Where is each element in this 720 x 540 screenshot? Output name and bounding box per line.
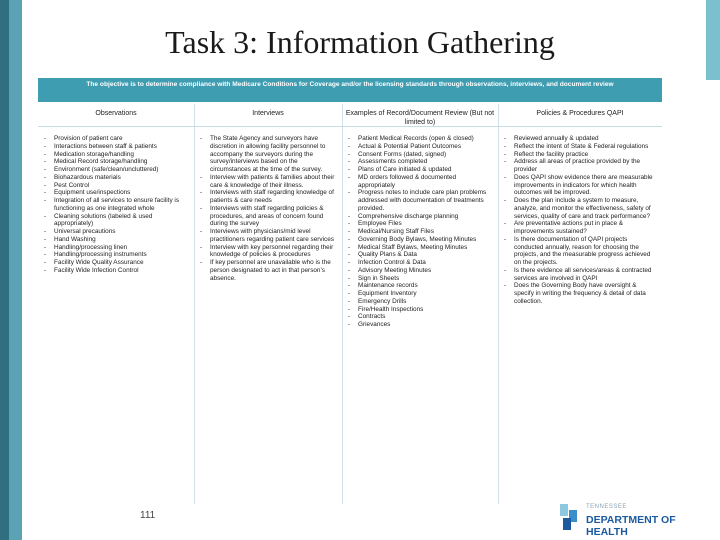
list-item: - Facility Wide Infection Control <box>38 267 194 275</box>
list-item: - Handling/processing instruments <box>38 251 194 259</box>
page-number: 111 <box>140 510 156 521</box>
column-interviews <box>194 104 342 504</box>
list-item: - Governing Body Bylaws, Meeting Minutes <box>342 236 498 244</box>
list-item: - Consent Forms (dated, signed) <box>342 151 498 159</box>
list-item: - Grievances <box>342 321 498 329</box>
list-item: - Facility Wide Quality Assurance <box>38 259 194 267</box>
list-item: - Are preventative actions put in place & improvements sustained? <box>498 220 662 236</box>
logo-department-text: DEPARTMENT OF HEALTH <box>586 514 676 538</box>
list-item: - Does the plan include a system to measure, analyze, and monitor the effectiveness, safety of services, quality of care and track performance? <box>498 197 662 220</box>
list-item: - Medical Staff Bylaws, Meeting Minutes <box>342 244 498 252</box>
list-item: - Does the Governing Body have oversight & specify in writing the frequency & detail of data collection. <box>498 282 662 305</box>
list-item: - Interviews with physicians/mid level practitioners regarding patient care services <box>194 228 342 244</box>
list-item: - Sign in Sheets <box>342 275 498 283</box>
list-item: - Medical/Nursing Staff Files <box>342 228 498 236</box>
list-item: - Plans of Care initiated & updated <box>342 166 498 174</box>
list-item: - Cleaning solutions (labeled & used appropriately) <box>38 213 194 229</box>
list-item: - Advisory Meeting Minutes <box>342 267 498 275</box>
list-item: - Reviewed annually & updated <box>498 135 662 143</box>
list-item: - Comprehensive discharge planning <box>342 213 498 221</box>
item-list <box>38 135 194 275</box>
column-header: Examples of Record/Document Review (But not limited to) <box>345 110 495 126</box>
list-item: - Medical Record storage/handling <box>38 158 194 166</box>
item-list <box>342 135 498 329</box>
list-item: - Reflect the intent of State & Federal regulations <box>498 143 662 151</box>
list-item: - Handling/processing linen <box>38 244 194 252</box>
list-item: - Environment (safe/clean/uncluttered) <box>38 166 194 174</box>
list-item: - Equipment use/inspections <box>38 189 194 197</box>
list-item: - Assessments completed <box>342 158 498 166</box>
list-item: - The State Agency and surveyors have discretion in allowing facility personnel to accompany the surveyors during the survey/interviews based on the circumstances at the time of the survey. <box>194 135 342 174</box>
list-item: - Quality Plans & Data <box>342 251 498 259</box>
list-item: - Medication storage/handling <box>38 151 194 159</box>
list-item: - Universal precautions <box>38 228 194 236</box>
list-item: - Patient Medical Records (open & closed) <box>342 135 498 143</box>
list-item: - Interview with key personnel regarding their knowledge of policies & procedures <box>194 244 342 260</box>
list-item: - Provision of patient care <box>38 135 194 143</box>
list-item: - Interviews with staff regarding policies & procedures, and areas of concern found during the survey <box>194 205 342 228</box>
objective-banner: The objective is to determine compliance with Medicare Conditions for Coverage and/or the licensing standards through observations, interviews, and document review <box>38 78 662 102</box>
list-item: - Hand Washing <box>38 236 194 244</box>
column-header: Policies & Procedures QAPI <box>536 110 624 117</box>
list-item: - Progress notes to include care plan problems addressed with documentation of treatments provided. <box>342 189 498 212</box>
list-item: - Is there evidence all services/areas & contracted services are involved in QAPI <box>498 267 662 283</box>
column-document-review <box>342 104 498 504</box>
list-item: - Address all areas of practice provided by the provider <box>498 158 662 174</box>
column-policies-qapi <box>498 104 662 504</box>
department-logo <box>560 500 720 540</box>
list-item: - Biohazardous materials <box>38 174 194 182</box>
list-item: - Does QAPI show evidence there are measurable improvements in indicators for which health outcomes will be improved. <box>498 174 662 197</box>
column-header: Interviews <box>252 110 284 117</box>
item-list <box>194 135 342 282</box>
list-item: - Fire/Health Inspections <box>342 306 498 314</box>
left-accent-bar-dark <box>0 0 9 540</box>
list-item: - Reflect the facility practice <box>498 151 662 159</box>
list-item: - Integration of all services to ensure facility is functioning as one integrated whole <box>38 197 194 213</box>
column-observations <box>38 104 194 504</box>
column-header: Observations <box>95 110 137 117</box>
list-item: - If key personnel are unavailable who is the person designated to act in that person’s absence. <box>194 259 342 282</box>
slide-title: Task 3: Information Gathering <box>165 24 555 60</box>
item-list <box>498 135 662 306</box>
list-item: - MD orders followed & documented appropriately <box>342 174 498 190</box>
list-item: - Is there documentation of QAPI projects conducted annually, reason for choosing the projects, and the measurable progress achieved on the projects. <box>498 236 662 267</box>
list-item: - Maintenance records <box>342 282 498 290</box>
logo-state-text: TENNESSEE <box>586 504 627 510</box>
list-item: - Interactions between staff & patients <box>38 143 194 151</box>
content-grid <box>38 104 662 504</box>
list-item: - Equipment Inventory <box>342 290 498 298</box>
list-item: - Pest Control <box>38 182 194 190</box>
list-item: - Contracts <box>342 313 498 321</box>
list-item: - Emergency Drills <box>342 298 498 306</box>
list-item: - Infection Control & Data <box>342 259 498 267</box>
tennessee-logo-icon <box>560 504 578 532</box>
list-item: - Interview with patients & families about their care & knowledge of their illness. <box>194 174 342 190</box>
list-item: - Interviews with staff regarding knowledge of patients & care needs <box>194 189 342 205</box>
list-item: - Actual & Potential Patient Outcomes <box>342 143 498 151</box>
list-item: - Employee Files <box>342 220 498 228</box>
